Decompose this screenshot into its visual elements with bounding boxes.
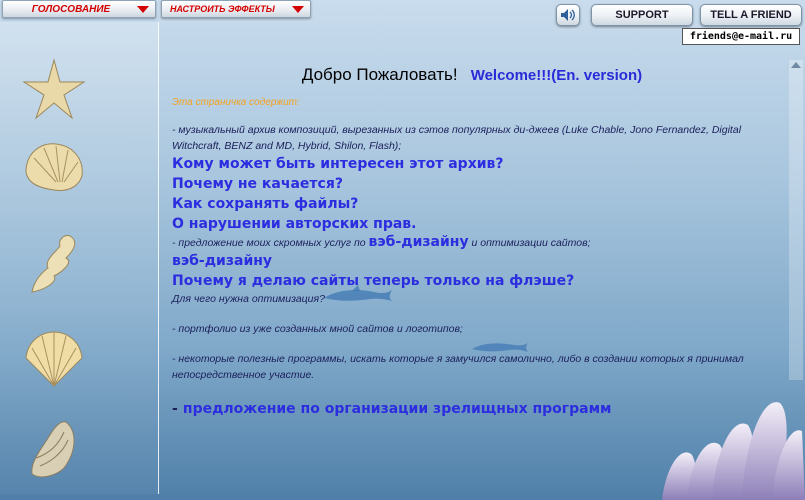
title-russian: Добро Пожаловать! <box>301 65 458 84</box>
spacer <box>172 108 772 122</box>
dropdown-arrow-icon <box>292 6 304 13</box>
starfish-icon <box>22 58 86 120</box>
sidebar <box>0 22 159 494</box>
main-content <box>172 64 772 420</box>
page-title <box>172 64 772 87</box>
link-webdesign[interactable]: вэб-дизайну <box>172 253 273 269</box>
support-button[interactable] <box>591 4 693 26</box>
email-display <box>682 28 800 45</box>
services-line <box>172 234 772 251</box>
programs-text: - некоторые полезные программы, искать которые я замучился самолично, либо в создании которых я принимал непосредственное участие. <box>172 353 744 381</box>
scrollbar[interactable] <box>789 60 803 380</box>
spacer <box>172 307 772 321</box>
vote-menu-label: ГОЛОСОВАНИЕ <box>31 3 111 15</box>
email-text: friends@e-mail.ru <box>689 31 793 42</box>
support-label: SUPPORT <box>615 9 669 21</box>
effects-menu-button[interactable] <box>161 0 311 18</box>
services-prefix: - предложение моих скромных услуг по <box>172 237 366 249</box>
vote-menu-button[interactable] <box>2 0 156 18</box>
link-archive-audience[interactable]: Кому может быть интересен этот архив? <box>172 156 504 172</box>
scroll-up-arrow-icon[interactable] <box>791 62 801 68</box>
speaker-icon <box>560 8 576 22</box>
webdesign-inline-link[interactable]: вэб-дизайну <box>368 234 469 250</box>
spiral-shell-icon <box>22 232 86 294</box>
link-save-files[interactable]: Как сохранять файлы? <box>172 196 359 212</box>
intro-text: Эта страничка содержит: <box>172 97 300 108</box>
optimization-link[interactable]: Для чего нужна оптимизация? <box>172 293 325 305</box>
tell-a-friend-button[interactable] <box>700 4 802 26</box>
scallop-shell-icon <box>22 138 86 200</box>
archive-description: - музыкальный архив композиций, вырезанных из сэтов популярных ди-джеев (Luke Chable, Jono Fernandez, Digital Witchcraft, BENZ and MD, Hybrid, Shilon, Flash); <box>172 124 742 152</box>
events-dash: - <box>172 401 178 417</box>
cone-shell-icon <box>22 418 86 480</box>
dropdown-arrow-icon <box>137 6 149 13</box>
portfolio-text: - портфолио из уже созданных мной сайтов и логотипов; <box>172 323 463 335</box>
spacer <box>172 337 772 351</box>
events-line <box>172 397 772 420</box>
english-version-link[interactable]: Welcome!!!(En. version) <box>470 67 643 84</box>
services-suffix: и оптимизации сайтов; <box>471 237 591 249</box>
link-events[interactable]: предложение по организации зрелищных программ <box>182 401 612 417</box>
effects-menu-label: НАСТРОИТЬ ЭФФЕКТЫ <box>170 4 275 14</box>
link-copyright[interactable]: О нарушении авторских прав. <box>172 216 417 232</box>
fan-shell-icon <box>22 328 86 390</box>
link-flash-sites[interactable]: Почему я делаю сайты теперь только на флэше? <box>172 273 575 289</box>
sound-toggle-button[interactable] <box>556 4 580 26</box>
link-not-downloading[interactable]: Почему не качается? <box>172 176 343 192</box>
spacer <box>172 383 772 397</box>
tell-a-friend-label: TELL A FRIEND <box>710 9 792 21</box>
